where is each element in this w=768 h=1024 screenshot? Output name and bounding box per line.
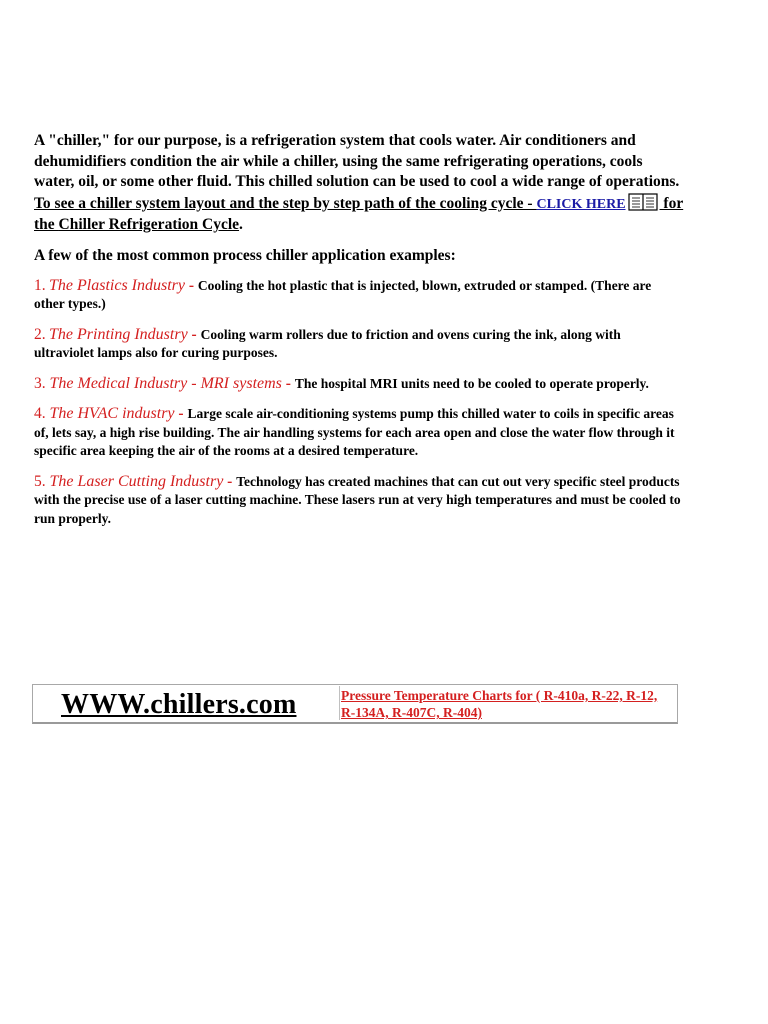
item-description: Large scale air-conditioning systems pump this chilled water to coils in specific areas of, lets say, a high rise building. The air handling systems for each area open and close the water flow through it specific area keeping the air of the rooms at a desired temperature. [34, 406, 675, 458]
item-description: Cooling warm rollers due to friction and ovens curing the ink, along with ultraviolet lamps also for curing purposes. [34, 326, 621, 360]
item-description: The hospital MRI units need to be cooled to operate properly. [294, 375, 649, 391]
footer-banner [32, 684, 678, 724]
list-item-laser [34, 473, 684, 529]
item-dash: - [185, 276, 198, 294]
industry-name: The Laser Cutting Industry [49, 472, 224, 490]
item-description: Cooling the hot plastic that is injected, blown, extruded or stamped. (There are other types.) [34, 277, 652, 311]
period: . [239, 216, 243, 233]
industry-name: The Printing Industry [49, 325, 188, 343]
pressure-charts-link[interactable]: Pressure Temperature Charts for ( R-410a, R-22, R-12, R-134A, R-407C, R-404) [341, 688, 658, 720]
layout-link-text[interactable]: To see a chiller system layout and the step by step path of the cooling cycle - [34, 194, 537, 212]
intro-paragraph [34, 131, 684, 236]
cycle-name-link[interactable]: Chiller Refrigeration Cycle [58, 216, 240, 233]
examples-heading: A few of the most common process chiller application examples: [34, 246, 456, 264]
item-number: 4. [34, 405, 50, 422]
book-icon[interactable] [628, 193, 658, 211]
list-item-hvac [34, 405, 684, 461]
item-dash: - [223, 472, 237, 490]
item-number: 5. [34, 472, 50, 490]
industry-name: The Medical Industry - MRI systems [49, 374, 282, 392]
industry-name: The HVAC industry [49, 405, 175, 422]
item-dash: - [187, 325, 201, 343]
item-number: 3. [34, 374, 50, 392]
document-body [34, 131, 684, 528]
site-link[interactable]: WWW.chillers.com [61, 689, 297, 720]
intro-text: A "chiller," for our purpose, is a refrigeration system that cools water. Air conditioners and dehumidifiers condition the air while a chiller, using the same refrigerating operations, cools water, oil, or some other fluid. This chilled solution can be used to cool a wide range of operations. [34, 132, 680, 190]
item-number: 2. [34, 325, 46, 343]
list-item-medical [34, 375, 684, 394]
item-dash: - [281, 374, 295, 392]
item-dash: - [174, 405, 188, 422]
click-here-link[interactable]: CLICK HERE [536, 196, 626, 212]
industry-name: The Plastics Industry [49, 276, 185, 294]
item-number: 1. [34, 276, 46, 294]
list-item-printing [34, 326, 684, 363]
for-the-text: for the [34, 194, 684, 233]
item-description: Technology has created machines that can cut out very specific steel products with the precise use of a laser cutting machine. These lasers run at very high temperatures and must be cooled to run properly. [34, 473, 681, 526]
list-item-plastics [34, 277, 684, 314]
